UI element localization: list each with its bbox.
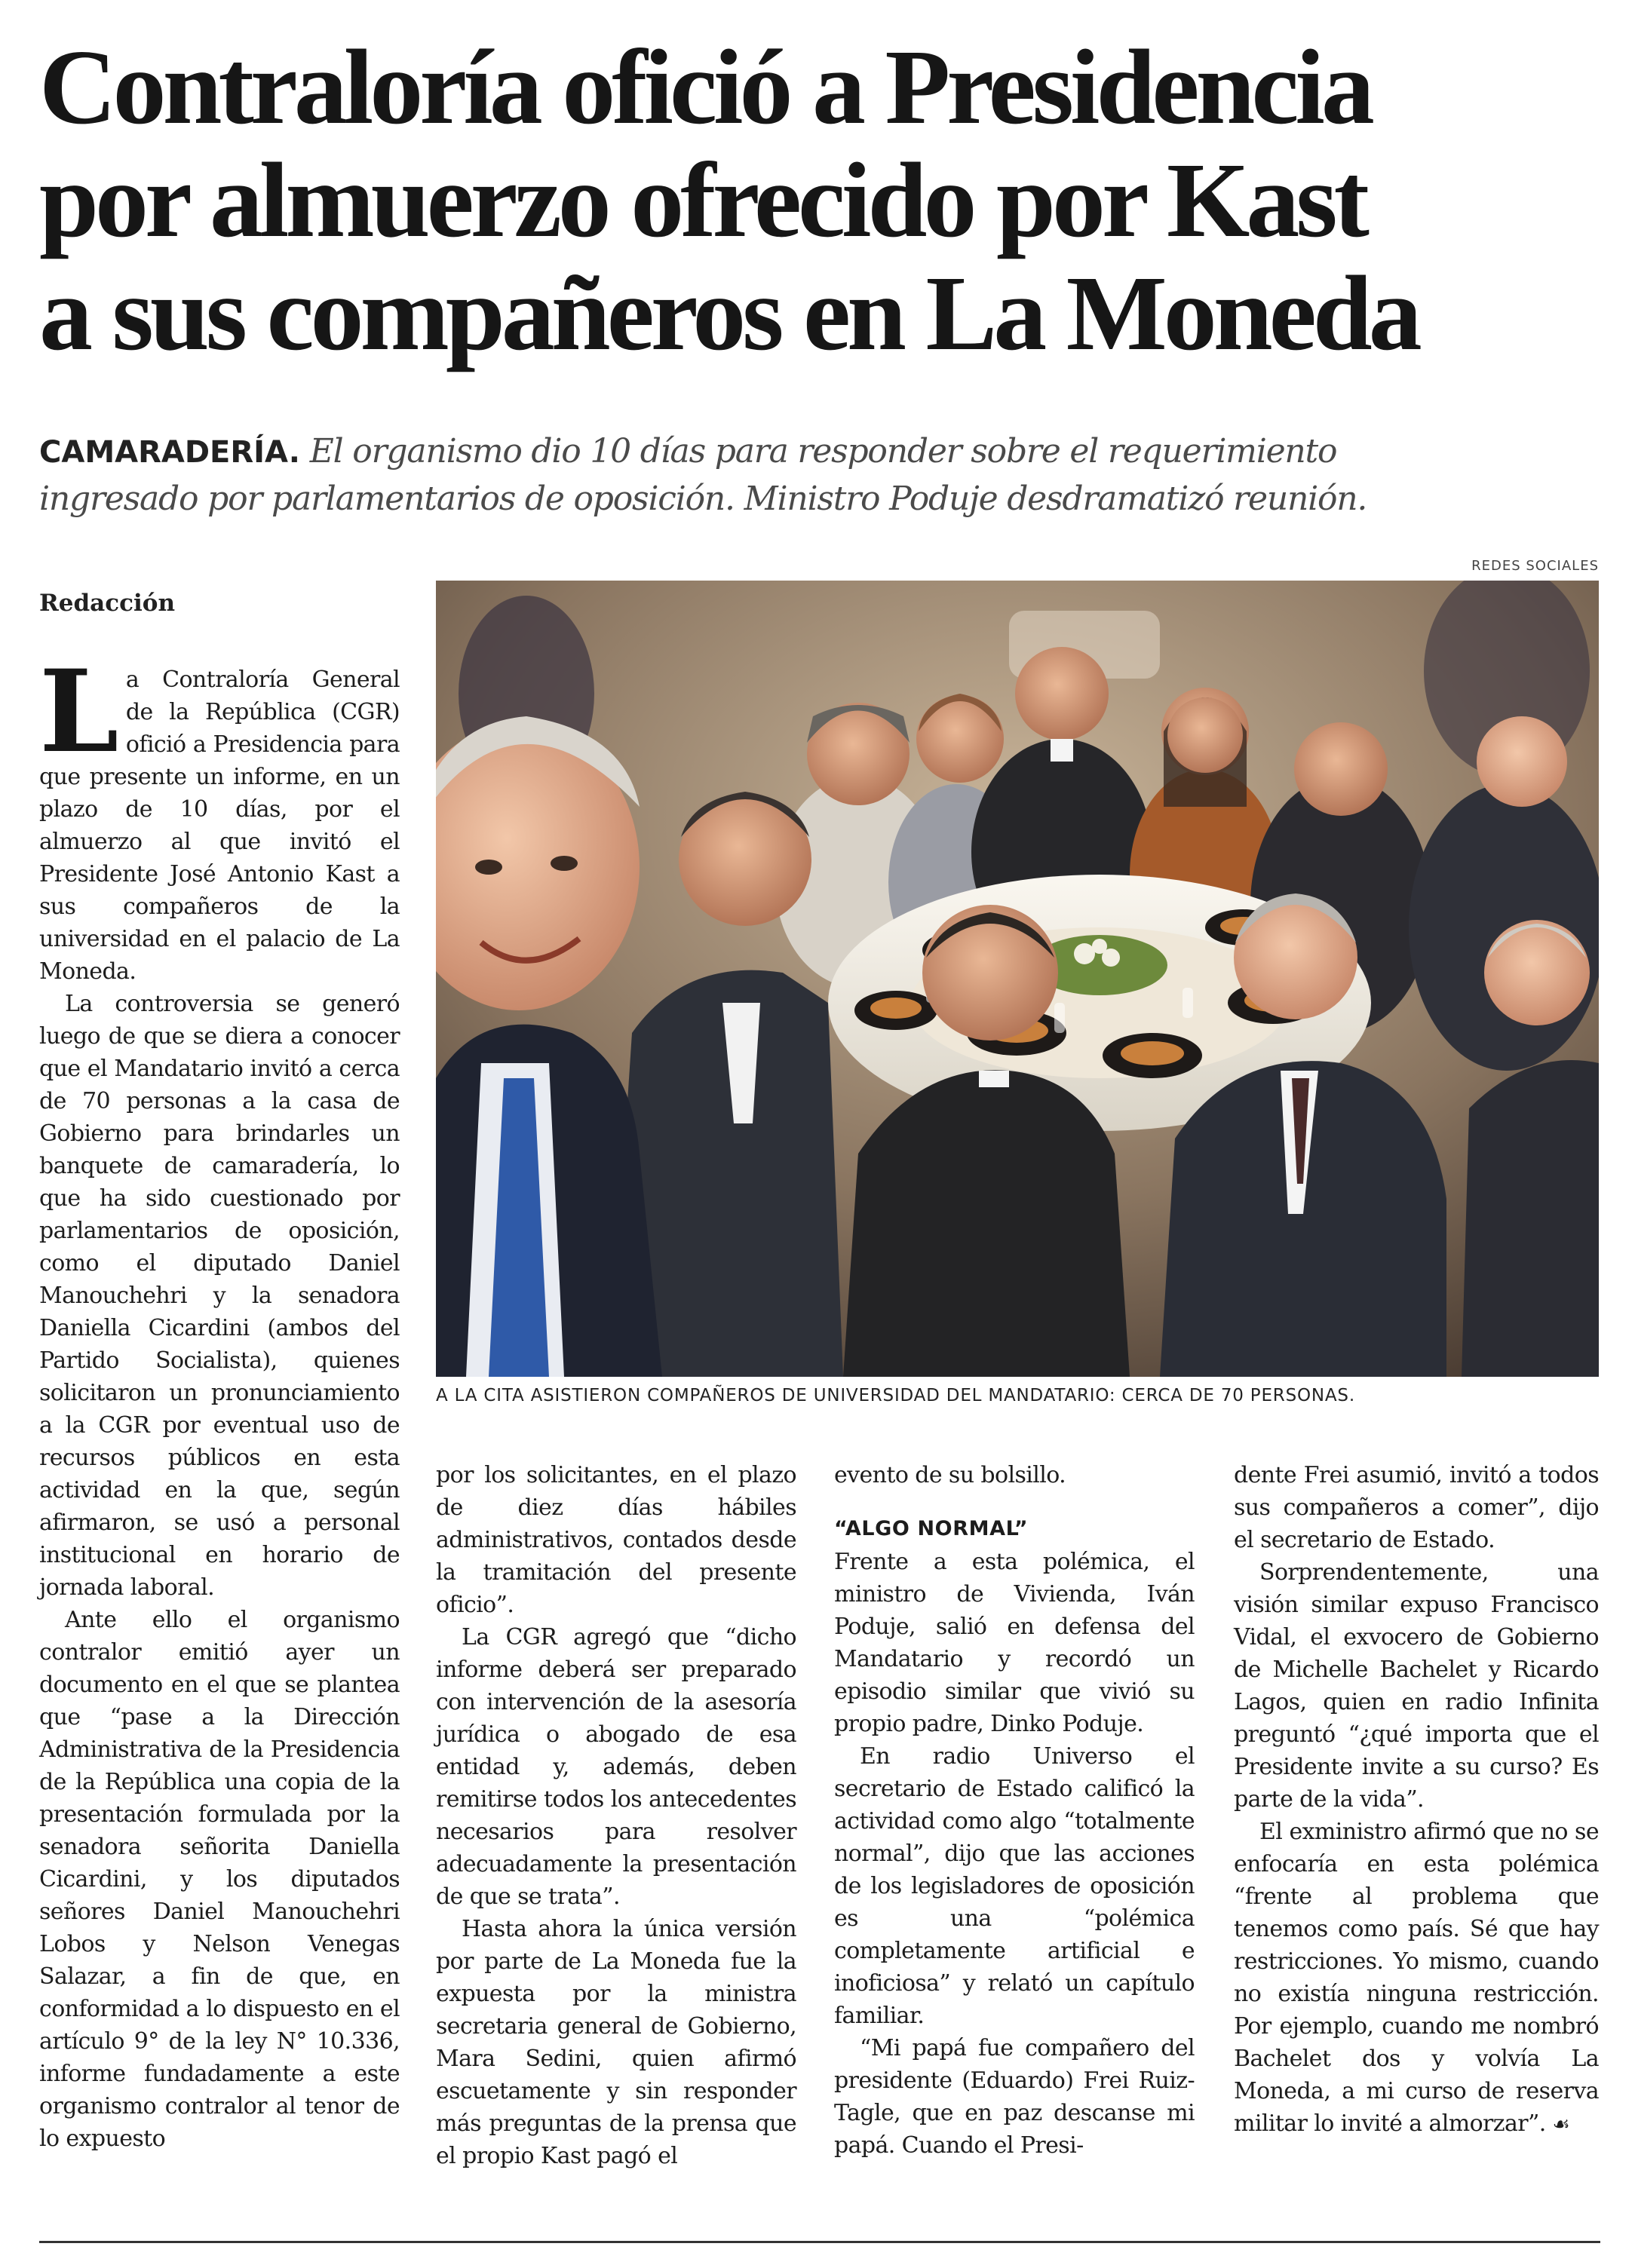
article-column-4: [1234, 1459, 1599, 2141]
deck-kicker: CAMARADERÍA.: [39, 435, 300, 470]
byline: Redacción: [39, 590, 175, 617]
article-column-3: [834, 1459, 1195, 2162]
article-paragraph-8-cont: dente Frei asumió, invitó a todos sus compañeros a comer”, dijo el secretario de Estado.: [1234, 1462, 1599, 1553]
bottom-rule: [39, 2241, 1600, 2243]
dropcap: L: [39, 645, 118, 778]
article-paragraph-6: Frente a esta polémica, el ministro de Vivienda, Iván Poduje, salió en defensa del Mandatario y recordó un episodio similar que vivió su propio padre, Dinko Poduje.: [834, 1549, 1195, 1737]
article-column-2: [436, 1459, 796, 2172]
headline-line-2: por almuerzo ofrecido por Kast: [39, 140, 1366, 259]
photo-caption: A LA CITA ASISTIERON COMPAÑEROS DE UNIVERSIDAD DEL MANDATARIO: CERCA DE 70 PERSONAS.: [436, 1386, 1355, 1405]
headline: [39, 27, 1600, 372]
deck-line-2: ingresado por parlamentarios de oposición. Ministro Poduje desdramatizó reunión.: [39, 480, 1367, 518]
article-photo: [436, 581, 1599, 1377]
end-mark-icon: ☙: [1552, 2113, 1570, 2136]
article-paragraph-5-cont: evento de su bolsillo.: [834, 1462, 1066, 1488]
photo-illustration: [436, 581, 1599, 1377]
article-paragraph-5: Hasta ahora la única versión por parte de La Moneda fue la expuesta por la ministra secretaria general de Gobierno, Mara Sedini, quien afirmó escuetamente y sin responder más preguntas de la prensa que el propio Kast pagó el: [436, 1916, 796, 2169]
headline-line-1: Contraloría ofició a Presidencia: [39, 27, 1371, 146]
article-paragraph-10: El exministro afirmó que no se enfocaría en esta polémica “frente al problema que tenemos como país. Sé que hay restricciones. Yo mismo, cuando no existía ninguna restricción. Por ejemplo, cuando me nombró Bachelet dos y volvía La Moneda, a mi curso de reserva militar lo invité a almorzar”. ☙: [1234, 1819, 1599, 2137]
article-paragraph-2: La controversia se generó luego de que se diera a conocer que el Mandatario invitó a cerca de 70 personas a la casa de Gobierno para brindarles un banquete de camaradería, lo que ha sido cuestionado por parlamentarios de oposición, como el diputado Daniel Manouchehri y la senadora Daniella Cicardini (ambos del Partido Socialista), quienes solicitaron un pronunciamiento a la CGR por eventual uso de recursos públicos en esta actividad en la que, según afirmaron, se usó a personal institucional en horario de jornada laboral.: [39, 991, 400, 1601]
subhead: “ALGO NORMAL”: [834, 1517, 1029, 1540]
article-column-1: [39, 645, 400, 2155]
article-paragraph-1: La Contraloría General de la República (CGR) ofició a Presidencia para que presente un informe, en un plazo de 10 días, por el almuerzo al que invitó el Presidente José Antonio Kast a sus compañeros de la universidad en el palacio de La Moneda.: [39, 645, 400, 985]
deck-line-1: El organismo dio 10 días para responder sobre el requerimiento: [309, 432, 1337, 470]
article-paragraph-8: “Mi papá fue compañero del presidente (Eduardo) Frei Ruiz-Tagle, que en paz descanse mi papá. Cuando el Presi-: [834, 2035, 1195, 2159]
photo-credit: REDES SOCIALES: [1471, 558, 1599, 574]
article-paragraph-4: La CGR agregó que “dicho informe deberá ser preparado con intervención de la asesoría jurídica o abogado de esa entidad y, además, deben remitirse todos los antecedentes necesarios para resolver adecuadamente la presentación de que se trata”.: [436, 1624, 796, 1910]
headline-line-3: a sus compañeros en La Moneda: [39, 253, 1419, 372]
article-paragraph-9: Sorprendentemente, una visión similar expuso Francisco Vidal, el exvocero de Gobierno de Michelle Bachelet y Ricardo Lagos, quien en radio Infinita preguntó “¿qué importa que el Presidente invite a su curso? Es parte de la vida”.: [1234, 1559, 1599, 1813]
article-paragraph-3-cont: por los solicitantes, en el plazo de diez días hábiles administrativos, contados desde la tramitación del presente oficio”.: [436, 1462, 796, 1618]
deck: [39, 428, 1615, 523]
article-paragraph-3: Ante ello el organismo contralor emitió ayer un documento en el que se plantea que “pase a la Dirección Administrativa de la Presidencia de la República una copia de la presentación formulada por la senadora señorita Daniella Cicardini, y los diputados señores Daniel Manouchehri Lobos y Nelson Venegas Salazar, a fin de que, en conformidad a lo dispuesto en el artículo 9° de la ley N° 10.336, informe fundadamente a este organismo contralor al tenor de lo expuesto: [39, 1607, 400, 2152]
article-paragraph-7: En radio Universo el secretario de Estado calificó la actividad como algo “totalmente normal”, dijo que las acciones de los legisladores de oposición es una “polémica completamente artificial e inoficiosa” y relató un capítulo familiar.: [834, 1743, 1195, 2029]
